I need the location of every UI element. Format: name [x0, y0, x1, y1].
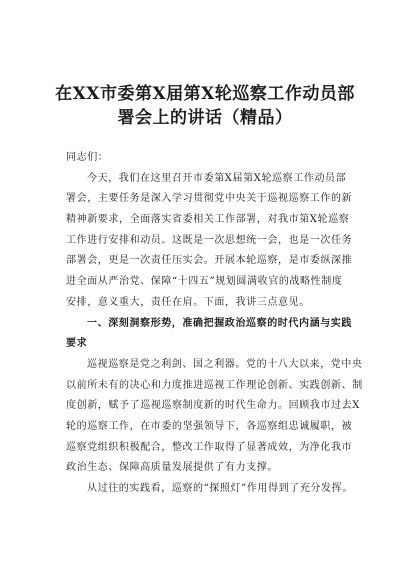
body-text-line: 政治生态、保障高质量发展提供了有力支撑。 [66, 462, 278, 474]
section-heading-line: 一、深刻洞察形势，准确把握政治巡察的时代内涵与实践 [87, 317, 352, 329]
body-text-line: 署会，主要任务是深入学习贯彻党中央关于巡视巡察工作的新 [66, 193, 353, 205]
body-text-line: 以前所未有的决心和力度推进巡视工作理论创新、实践创新、制 [66, 379, 363, 391]
body-text-line: 度创新，赋予了巡视巡察制度新的时代生命力。回顾我市过去X [66, 400, 360, 412]
body-text-line: 巡察党组织积极配合，整改工作取得了显著成效，为净化我市 [66, 441, 353, 453]
paragraph-lines [66, 169, 363, 500]
salutation: 同志们： [66, 152, 109, 163]
body-text-line: 轮的巡察工作，在市委的坚强领导下，各巡察组忠诚履职，被 [66, 420, 353, 432]
body-text-line: 巡视巡察是党之利剑、国之利器。党的十八大以来，党中央 [87, 358, 363, 370]
body-text-line: 今天，我们在这里召开市委第X届第X轮巡察工作动员部 [87, 172, 347, 184]
body-text-line: 部署会，更是一次责任压实会。开展本轮巡察，是市委纵深推 [66, 255, 353, 267]
body-text-line: 工作进行安排和动员。这既是一次思想统一会，也是一次任务 [66, 234, 353, 246]
title-line-2: 署会上的讲话（精品） [117, 108, 293, 128]
document-title [40, 82, 370, 130]
body-text-line: 进全面从严治党、保障“十四五”规划圆满收官的战略性制度 [66, 276, 343, 288]
section-heading-line: 要求 [66, 338, 88, 350]
title-line-1: 在XX市委第X届第X轮巡察工作动员部 [55, 84, 355, 104]
body-text-line: 精神新要求，全面落实省委相关工作部署，对我市第X轮巡察 [66, 214, 350, 226]
body-text-line: 从过往的实践看，巡察的“探照灯”作用得到了充分发挥。 [87, 483, 353, 494]
document-body [66, 148, 363, 500]
body-text-line: 安排，意义重大，责任在肩。下面，我讲三点意见。 [66, 296, 310, 308]
